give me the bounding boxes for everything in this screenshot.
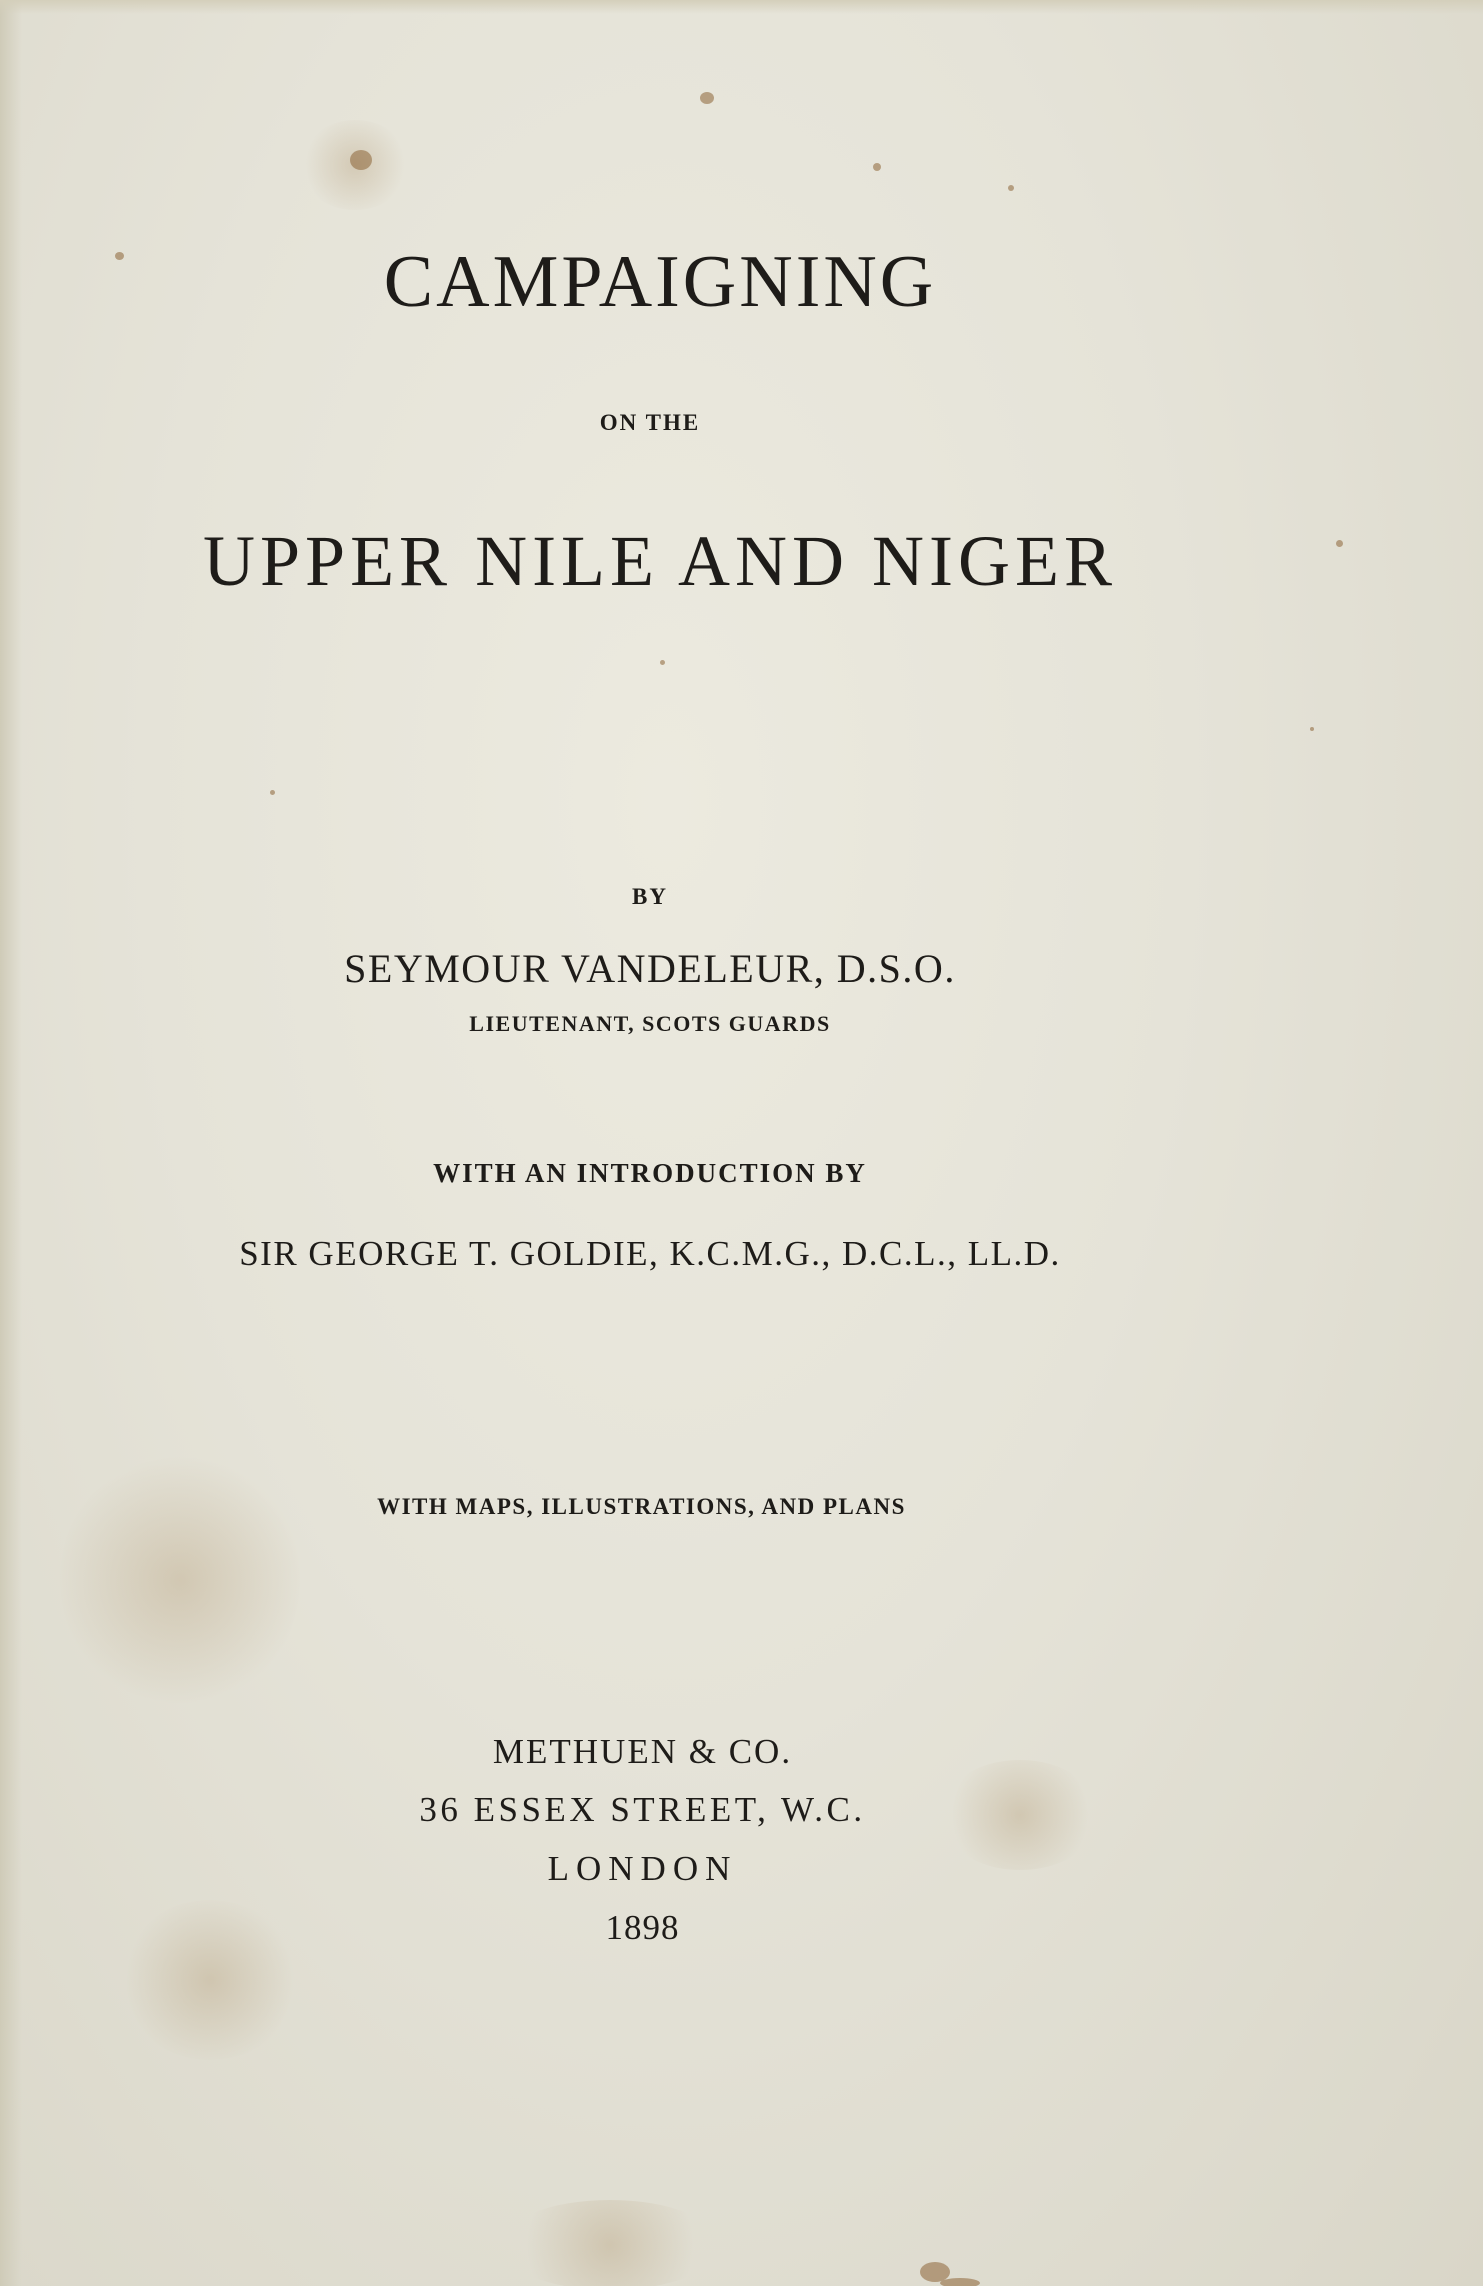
foxing-spot	[700, 92, 714, 104]
introducer-name: SIR GEORGE T. GOLDIE, K.C.M.G., D.C.L., LL.D.	[239, 1234, 1061, 1273]
foxing-spot	[940, 2278, 980, 2286]
author-rank: LIEUTENANT, SCOTS GUARDS	[469, 1011, 831, 1036]
illustrations-note: WITH MAPS, ILLUSTRATIONS, AND PLANS	[377, 1494, 906, 1519]
publisher-city: LONDON	[547, 1849, 738, 1888]
title-connector: ON THE	[599, 410, 701, 435]
foxing-spot	[873, 163, 881, 171]
publisher-name: METHUEN & CO.	[492, 1732, 793, 1771]
foxing-spot	[1336, 540, 1343, 547]
book-subtitle: UPPER NILE AND NIGER	[202, 521, 1117, 601]
publisher-address: 36 ESSEX STREET, W.C.	[419, 1790, 866, 1829]
foxing-spot	[270, 790, 275, 795]
author-name: SEYMOUR VANDELEUR, D.S.O.	[344, 946, 956, 991]
by-line: BY	[632, 884, 668, 909]
foxing-stain	[500, 2200, 720, 2286]
foxing-spot	[350, 150, 372, 170]
book-title: CAMPAIGNING	[383, 241, 937, 323]
foxing-spot	[1310, 727, 1314, 731]
publication-year: 1898	[605, 1908, 680, 1947]
foxing-stain	[60, 1450, 300, 1710]
introduction-by: WITH AN INTRODUCTION BY	[433, 1158, 867, 1188]
foxing-spot	[660, 660, 665, 665]
foxing-spot	[1008, 185, 1014, 191]
